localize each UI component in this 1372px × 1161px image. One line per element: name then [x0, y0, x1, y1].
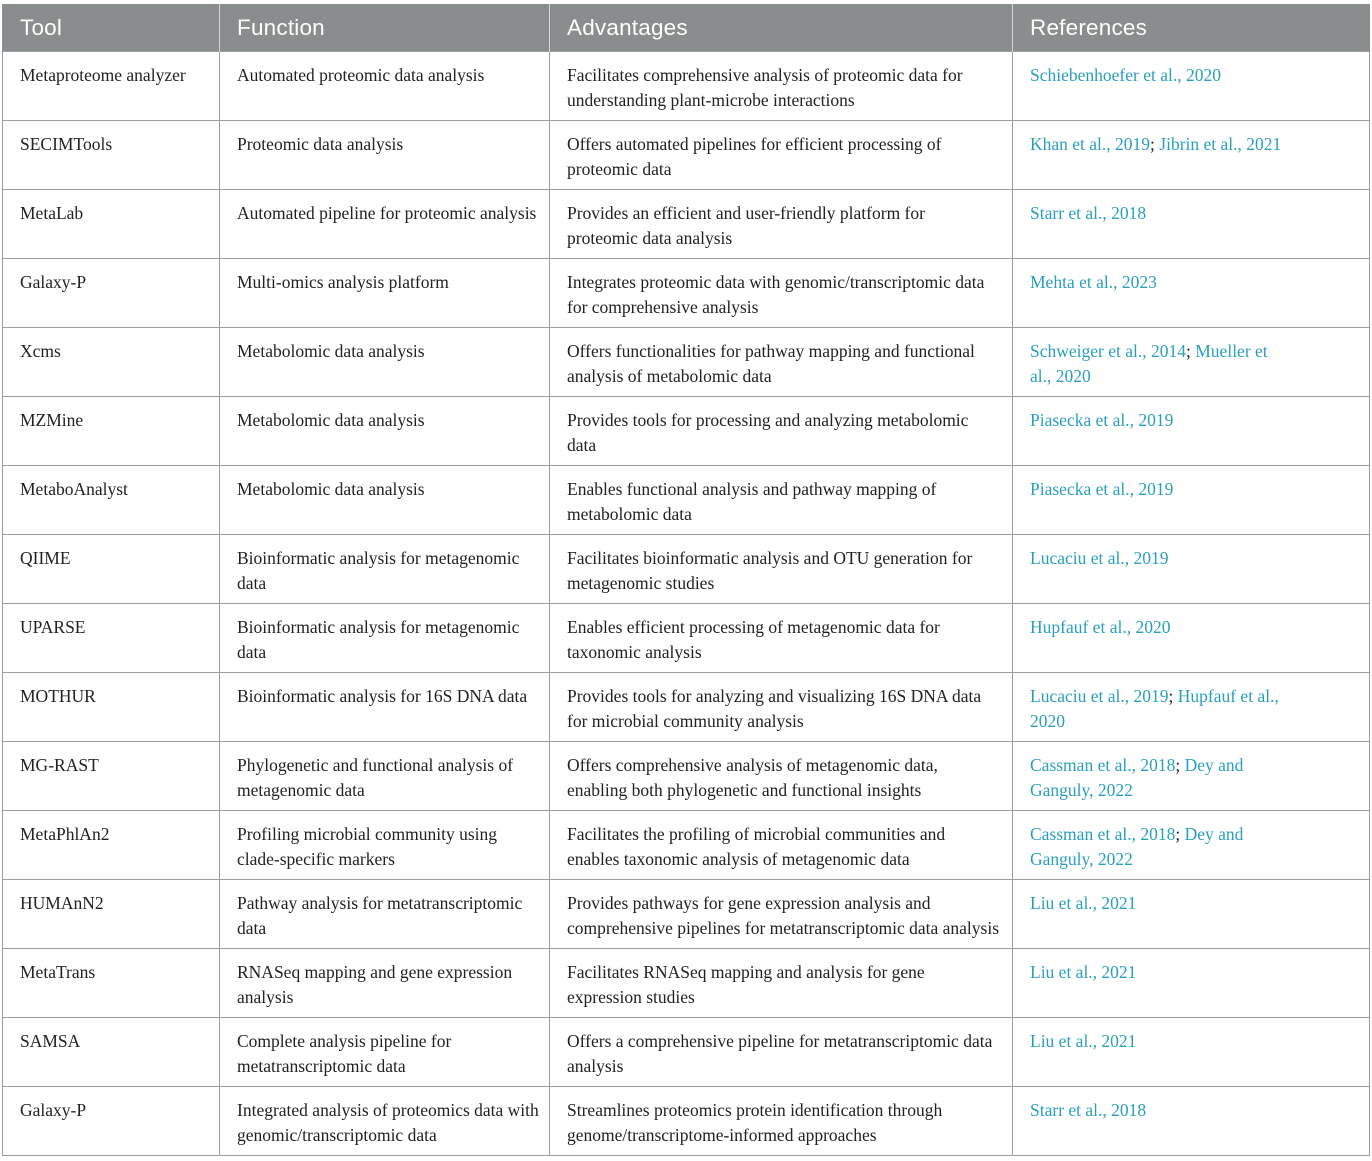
table-body: [3, 52, 1370, 1156]
reference-link[interactable]: Khan et al., 2019: [1030, 134, 1151, 154]
references-cell: [1013, 52, 1370, 121]
header-tool: Tool: [3, 4, 220, 52]
advantages-cell: Enables functional analysis and pathway mapping of metabolomic data: [550, 466, 1013, 535]
tool-cell: QIIME: [3, 535, 220, 604]
reference-link[interactable]: Hupfauf et al., 2020: [1030, 617, 1171, 637]
table-row: [3, 328, 1370, 397]
reference-link[interactable]: Mehta et al., 2023: [1030, 272, 1157, 292]
references-cell: [1013, 259, 1370, 328]
reference-link[interactable]: Schweiger et al., 2014: [1030, 341, 1186, 361]
table-row: [3, 880, 1370, 949]
reference-link[interactable]: Liu et al., 2021: [1030, 962, 1137, 982]
function-cell: Integrated analysis of proteomics data with genomic/transcriptomic data: [220, 1087, 550, 1156]
advantages-cell: Integrates proteomic data with genomic/transcriptomic data for comprehensive analysis: [550, 259, 1013, 328]
references-cell: [1013, 1087, 1370, 1156]
function-cell: Profiling microbial community using clade-specific markers: [220, 811, 550, 880]
function-cell: Pathway analysis for metatranscriptomic data: [220, 880, 550, 949]
function-cell: Metabolomic data analysis: [220, 397, 550, 466]
reference-link[interactable]: Cassman et al., 2018: [1030, 824, 1176, 844]
references-cell: Cassman et al., 2018; Dey and Ganguly, 2022: [1013, 811, 1370, 880]
function-cell: Bioinformatic analysis for 16S DNA data: [220, 673, 550, 742]
function-cell: Bioinformatic analysis for metagenomic data: [220, 604, 550, 673]
tool-cell: Metaproteome analyzer: [3, 52, 220, 121]
reference-link[interactable]: Liu et al., 2021: [1030, 1031, 1137, 1051]
tool-cell: MetaboAnalyst: [3, 466, 220, 535]
references-cell: Schweiger et al., 2014; Mueller et al., 2020: [1013, 328, 1370, 397]
references-cell: Lucaciu et al., 2019; Hupfauf et al., 2020: [1013, 673, 1370, 742]
function-cell: RNASeq mapping and gene expression analysis: [220, 949, 550, 1018]
tool-cell: MG-RAST: [3, 742, 220, 811]
table-row: [3, 190, 1370, 259]
advantages-cell: Offers functionalities for pathway mapping and functional analysis of metabolomic data: [550, 328, 1013, 397]
references-cell: [1013, 466, 1370, 535]
tool-cell: MetaPhlAn2: [3, 811, 220, 880]
references-cell: Khan et al., 2019; Jibrin et al., 2021: [1013, 121, 1370, 190]
header-references: References: [1013, 4, 1370, 52]
function-cell: Proteomic data analysis: [220, 121, 550, 190]
advantages-cell: Offers a comprehensive pipeline for metatranscriptomic data analysis: [550, 1018, 1013, 1087]
table-row: [3, 1087, 1370, 1156]
table-row: [3, 742, 1370, 811]
reference-link[interactable]: Schiebenhoefer et al., 2020: [1030, 65, 1221, 85]
tool-cell: HUMAnN2: [3, 880, 220, 949]
reference-link[interactable]: Liu et al., 2021: [1030, 893, 1137, 913]
header-function: Function: [220, 4, 550, 52]
advantages-cell: Enables efficient processing of metagenomic data for taxonomic analysis: [550, 604, 1013, 673]
tool-cell: Xcms: [3, 328, 220, 397]
tool-cell: Galaxy-P: [3, 1087, 220, 1156]
advantages-cell: Offers automated pipelines for efficient processing of proteomic data: [550, 121, 1013, 190]
reference-link[interactable]: Lucaciu et al., 2019: [1030, 548, 1169, 568]
function-cell: Multi-omics analysis platform: [220, 259, 550, 328]
reference-link[interactable]: Lucaciu et al., 2019: [1030, 686, 1169, 706]
reference-link[interactable]: Starr et al., 2018: [1030, 203, 1147, 223]
tool-cell: Galaxy-P: [3, 259, 220, 328]
table-row: [3, 949, 1370, 1018]
advantages-cell: Facilitates RNASeq mapping and analysis for gene expression studies: [550, 949, 1013, 1018]
tool-cell: SAMSA: [3, 1018, 220, 1087]
reference-link[interactable]: Dey and Ganguly, 2022: [1030, 755, 1244, 800]
table-row: [3, 397, 1370, 466]
references-cell: [1013, 880, 1370, 949]
advantages-cell: Streamlines proteomics protein identification through genome/transcriptome-informed approaches: [550, 1087, 1013, 1156]
function-cell: Metabolomic data analysis: [220, 466, 550, 535]
references-cell: [1013, 949, 1370, 1018]
reference-link[interactable]: Jibrin et al., 2021: [1159, 134, 1282, 154]
advantages-cell: Provides an efficient and user-friendly platform for proteomic data analysis: [550, 190, 1013, 259]
table-row: [3, 466, 1370, 535]
table-row: [3, 811, 1370, 880]
reference-link[interactable]: Dey and Ganguly, 2022: [1030, 824, 1244, 869]
reference-link[interactable]: Mueller et al., 2020: [1030, 341, 1268, 386]
table-row: [3, 604, 1370, 673]
function-cell: Phylogenetic and functional analysis of metagenomic data: [220, 742, 550, 811]
reference-link[interactable]: Piasecka et al., 2019: [1030, 410, 1174, 430]
reference-link[interactable]: Hupfauf et al., 2020: [1030, 686, 1279, 731]
tools-table: [2, 4, 1370, 1156]
references-cell: Cassman et al., 2018; Dey and Ganguly, 2022: [1013, 742, 1370, 811]
tool-cell: SECIMTools: [3, 121, 220, 190]
advantages-cell: Provides tools for processing and analyzing metabolomic data: [550, 397, 1013, 466]
advantages-cell: Facilitates the profiling of microbial communities and enables taxonomic analysis of metagenomic data: [550, 811, 1013, 880]
tool-cell: MetaTrans: [3, 949, 220, 1018]
table-row: [3, 535, 1370, 604]
advantages-cell: Provides tools for analyzing and visualizing 16S DNA data for microbial community analysis: [550, 673, 1013, 742]
tool-cell: MetaLab: [3, 190, 220, 259]
references-cell: [1013, 604, 1370, 673]
table-row: [3, 259, 1370, 328]
reference-link[interactable]: Piasecka et al., 2019: [1030, 479, 1174, 499]
table-header: [3, 4, 1370, 52]
reference-link[interactable]: Cassman et al., 2018: [1030, 755, 1176, 775]
function-cell: Automated pipeline for proteomic analysis: [220, 190, 550, 259]
references-cell: [1013, 1018, 1370, 1087]
advantages-cell: Provides pathways for gene expression analysis and comprehensive pipelines for metatranscriptomic data analysis: [550, 880, 1013, 949]
function-cell: Bioinformatic analysis for metagenomic data: [220, 535, 550, 604]
function-cell: Metabolomic data analysis: [220, 328, 550, 397]
advantages-cell: Offers comprehensive analysis of metagenomic data, enabling both phylogenetic and functional insights: [550, 742, 1013, 811]
header-row: [3, 4, 1370, 52]
references-cell: [1013, 397, 1370, 466]
table-row: [3, 52, 1370, 121]
tool-cell: MOTHUR: [3, 673, 220, 742]
table-row: [3, 1018, 1370, 1087]
reference-link[interactable]: Starr et al., 2018: [1030, 1100, 1147, 1120]
references-cell: [1013, 535, 1370, 604]
function-cell: Complete analysis pipeline for metatranscriptomic data: [220, 1018, 550, 1087]
tool-cell: UPARSE: [3, 604, 220, 673]
advantages-cell: Facilitates bioinformatic analysis and OTU generation for metagenomic studies: [550, 535, 1013, 604]
table-row: [3, 121, 1370, 190]
function-cell: Automated proteomic data analysis: [220, 52, 550, 121]
advantages-cell: Facilitates comprehensive analysis of proteomic data for understanding plant-microbe interactions: [550, 52, 1013, 121]
tool-cell: MZMine: [3, 397, 220, 466]
references-cell: [1013, 190, 1370, 259]
table-row: [3, 673, 1370, 742]
header-advantages: Advantages: [550, 4, 1013, 52]
